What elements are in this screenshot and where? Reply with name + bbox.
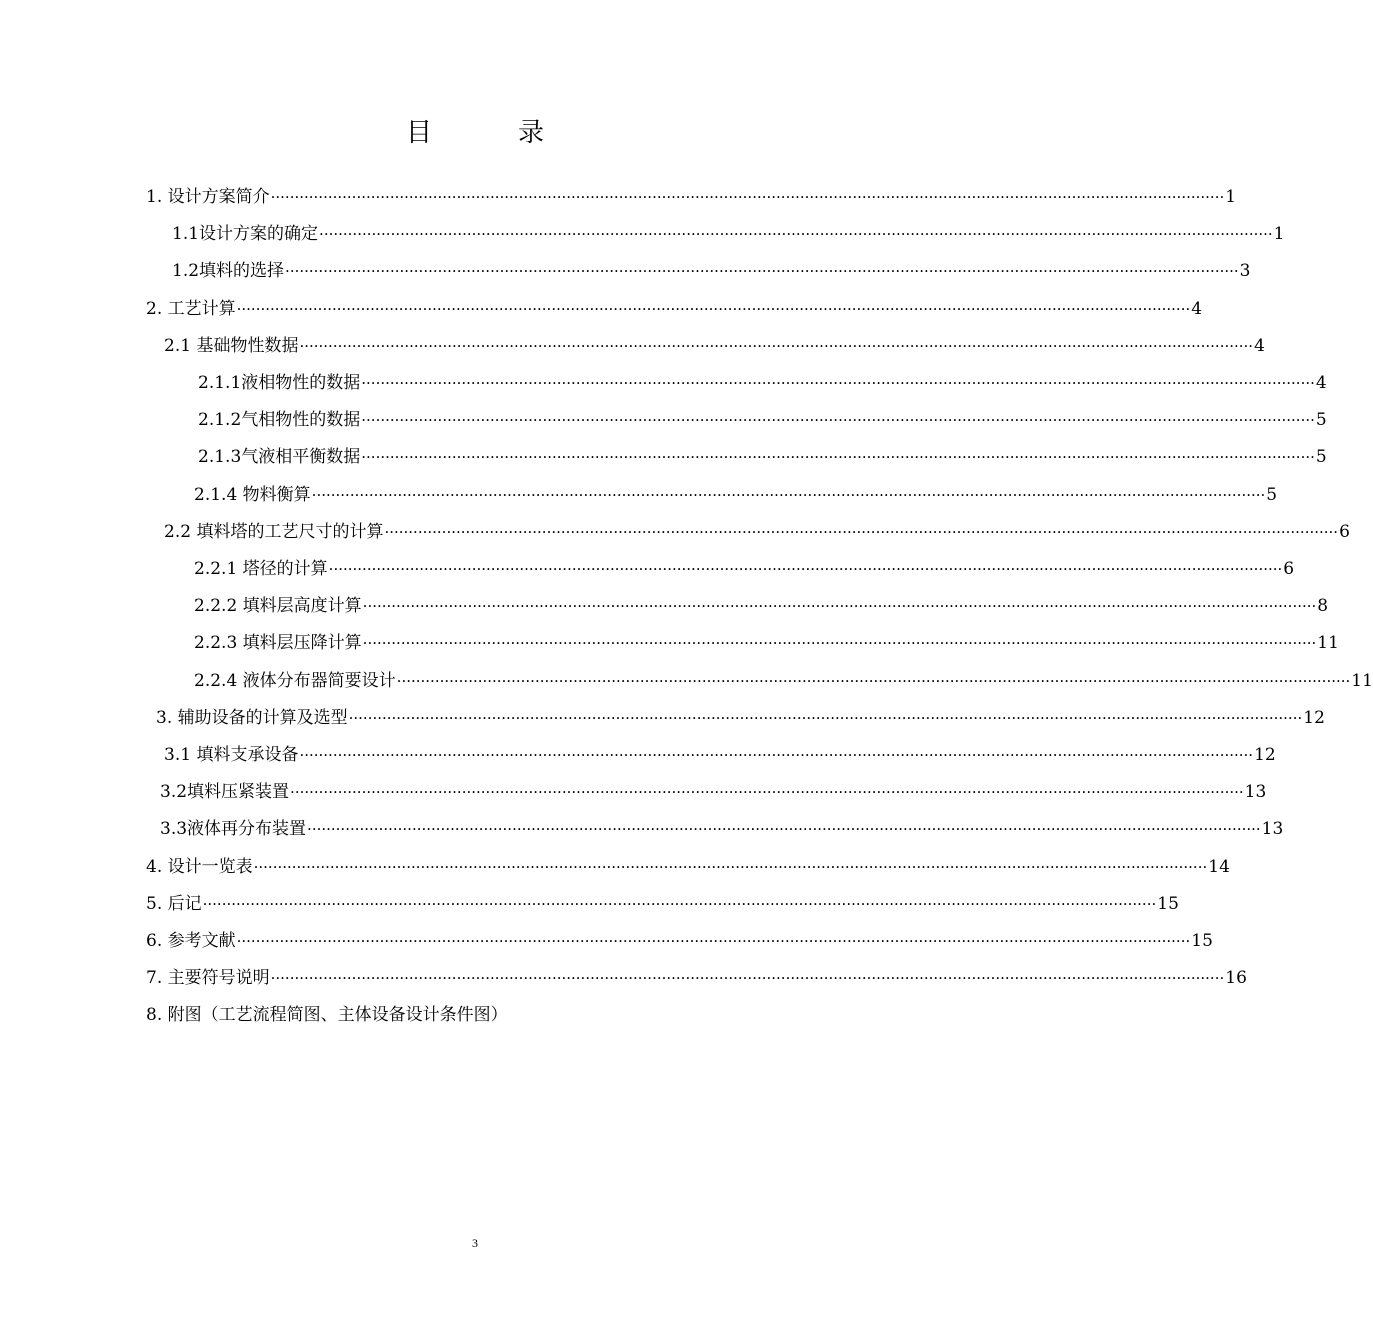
toc-entry[interactable] (172, 256, 1251, 286)
toc-leader-dots: ········································································································································································································ (319, 225, 1273, 244)
toc-entry-label: 2.1.4 物料衡算 (194, 484, 311, 505)
toc-entry-page: 5 (1315, 410, 1327, 431)
toc-entry-label: 2.2.1 塔径的计算 (194, 559, 328, 579)
toc-entry[interactable] (194, 591, 1329, 621)
toc-leader-dots: ········································································································································································································ (236, 932, 1191, 950)
toc-entry-label: 2.1.2气相物性的数据 (198, 410, 361, 431)
toc-entry-page: 15 (1191, 931, 1213, 951)
toc-entry-page: 16 (1225, 968, 1247, 989)
toc-entry-label: 6. 参考文献 (146, 931, 236, 951)
toc-entry-page: 4 (1254, 335, 1265, 356)
toc-entry-page: 11 (1351, 670, 1373, 691)
toc-leader-dots: ········································································································································································································ (328, 560, 1283, 578)
toc-entry[interactable] (198, 405, 1327, 435)
toc-leader-dots: ········································································································································································································ (270, 188, 1225, 206)
toc-entry[interactable] (146, 1000, 808, 1030)
page-number: 3 (472, 1236, 478, 1250)
toc-leader-dots: ········································································································································································································ (384, 522, 1339, 541)
toc-entry[interactable] (194, 666, 1373, 696)
toc-entry[interactable] (146, 926, 1213, 956)
toc-entry-page: 4 (1315, 373, 1327, 393)
toc-leader-dots: ········································································································································································································ (290, 783, 1244, 802)
toc-entry-page: 1 (1225, 187, 1237, 207)
toc-entry-label: 7. 主要符号说明 (146, 968, 270, 989)
toc-entry-label: 2.1.1液相物性的数据 (198, 373, 361, 393)
toc-entry-page: 4 (1191, 298, 1203, 319)
toc-entry-page: 8 (1317, 596, 1329, 617)
toc-entry-label: 1. 设计方案简介 (146, 187, 270, 207)
toc-entry[interactable] (194, 554, 1295, 584)
toc-leader-dots: ········································································································································································································ (361, 448, 1315, 467)
toc-entry[interactable] (194, 480, 1278, 510)
toc-leader-dots: ········································································································································································································ (307, 820, 1261, 839)
toc-entry-label: 2.1.3气液相平衡数据 (198, 447, 361, 468)
toc-leader-dots: ········································································································································································································ (202, 894, 1157, 913)
toc-entry-label: 8. 附图（工艺流程简图、主体设备设计条件图） (146, 1005, 508, 1026)
toc-entry-label: 3.2填料压紧装置 (160, 782, 290, 803)
toc-entry-page: 13 (1261, 819, 1284, 840)
toc-entry[interactable] (146, 963, 1247, 993)
toc-entry[interactable] (194, 628, 1339, 658)
toc-entry-page: 5 (1266, 484, 1278, 505)
toc-entry[interactable] (146, 852, 1230, 882)
toc-entry[interactable] (156, 703, 1325, 733)
toc-entry-label: 3.1 填料支承设备 (164, 745, 299, 765)
toc-entry-label: 2.2.4 液体分布器简要设计 (194, 670, 396, 691)
page-title: 目 录 (405, 118, 574, 148)
toc-leader-dots: ········································································································································································································ (362, 597, 1317, 616)
toc-leader-dots: ········································································································································································································ (311, 485, 1266, 504)
toc-entry-label: 5. 后记 (146, 893, 202, 914)
toc-entry-page: 11 (1317, 633, 1339, 654)
toc-entry-label: 2. 工艺计算 (146, 298, 236, 319)
toc-entry-page: 12 (1303, 707, 1325, 728)
toc-leader-dots: ········································································································································································································ (362, 634, 1317, 653)
toc-entry-label: 2.2 填料塔的工艺尺寸的计算 (164, 521, 384, 542)
toc-entry[interactable] (164, 517, 1350, 547)
toc-entry[interactable] (164, 740, 1276, 770)
toc-entry-page: 12 (1254, 745, 1276, 765)
toc-entry-page: 13 (1244, 782, 1267, 803)
toc-entry[interactable] (160, 814, 1284, 844)
toc-entry-page: 1 (1273, 224, 1285, 245)
toc-leader-dots: ········································································································································································································ (348, 708, 1303, 727)
toc-leader-dots: ········································································································································································································ (285, 262, 1239, 281)
toc-entry[interactable] (198, 442, 1327, 472)
toc-entry[interactable] (146, 889, 1179, 919)
toc-entry-label: 2.2.2 填料层高度计算 (194, 596, 362, 617)
toc-entry-page: 6 (1339, 521, 1350, 542)
toc-leader-dots: ········································································································································································································ (361, 374, 1315, 392)
toc-entry[interactable] (164, 331, 1265, 361)
toc-entry-label: 3.3液体再分布装置 (160, 819, 307, 840)
toc-entry-page: 3 (1239, 261, 1251, 282)
toc-entry-page: 5 (1315, 447, 1327, 468)
toc-entry-page: 14 (1208, 856, 1230, 877)
toc-entry[interactable] (146, 294, 1203, 324)
toc-leader-dots: ········································································································································································································ (361, 411, 1315, 430)
toc-entry[interactable] (146, 182, 1237, 212)
toc-entry[interactable] (172, 219, 1285, 249)
toc-entry-label: 1.1设计方案的确定 (172, 224, 319, 245)
toc-entry[interactable] (160, 777, 1267, 807)
toc-leader-dots: ········································································································································································································ (396, 671, 1351, 690)
toc-entry-label: 2.2.3 填料层压降计算 (194, 633, 362, 654)
toc-leader-dots: ········································································································································································································ (299, 336, 1254, 355)
toc-leader-dots: ········································································································································································································ (270, 969, 1225, 988)
toc-entry-label: 1.2填料的选择 (172, 261, 285, 282)
toc-entry-page: 6 (1283, 559, 1295, 579)
toc-entry-label: 4. 设计一览表 (146, 856, 253, 877)
toc-entry-label: 3. 辅助设备的计算及选型 (156, 707, 348, 728)
toc-entry[interactable] (198, 368, 1327, 398)
toc-leader-dots: ········································································································································································································ (299, 746, 1254, 764)
toc-leader-dots: ········································································································································································································ (253, 857, 1208, 876)
toc-entry-label: 2.1 基础物性数据 (164, 335, 299, 356)
toc-leader-dots: ········································································································································································································ (236, 299, 1191, 318)
toc-entry-page: 15 (1157, 893, 1179, 914)
